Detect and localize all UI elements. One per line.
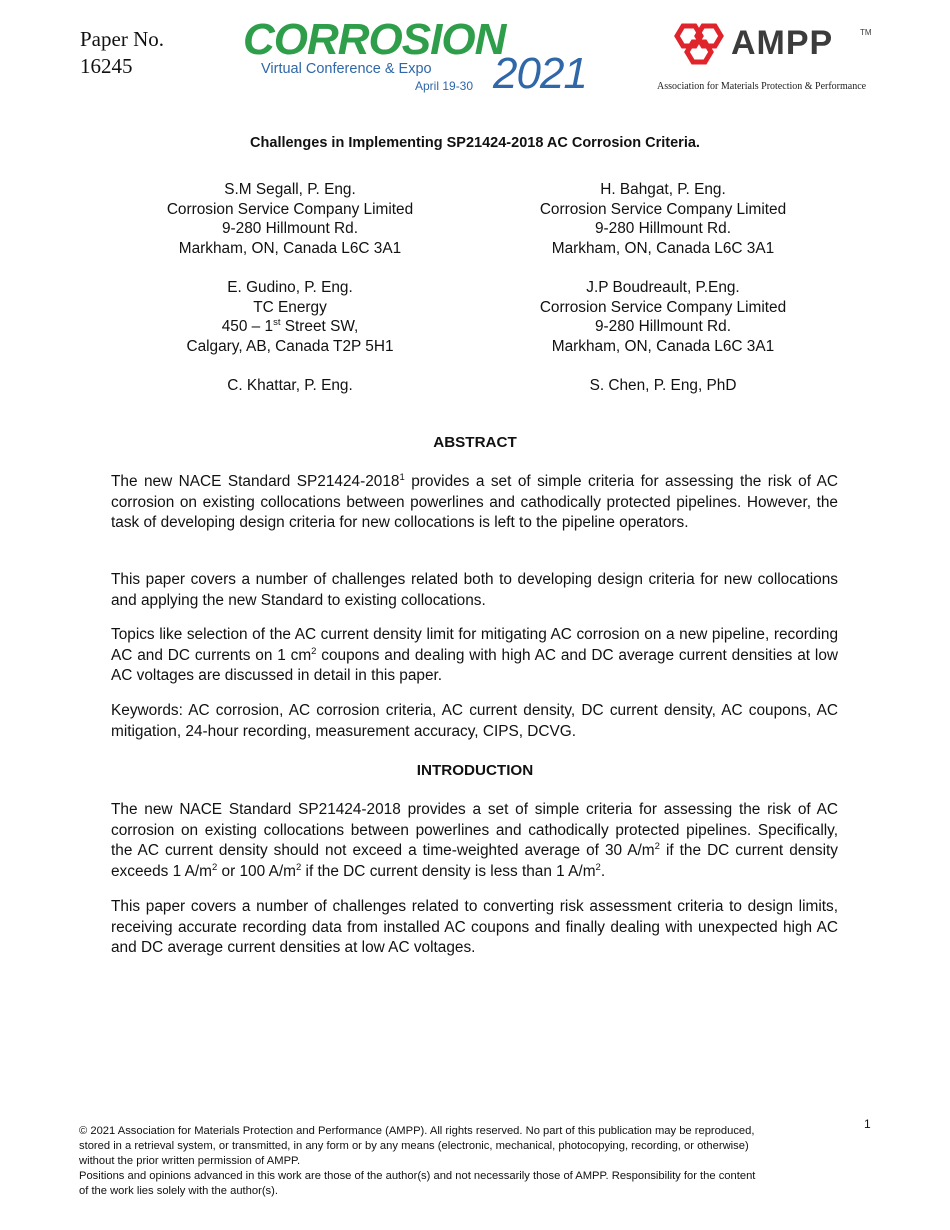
author-gudino [125,278,455,356]
corrosion-logo-word: CORROSION [243,15,506,64]
author-bahgat [498,180,828,258]
author-affiliation: Corrosion Service Company Limited [166,200,414,218]
abstract-keywords: Keywords: AC corrosion, AC corrosion criteria, AC current density, DC current density, AC coupons, AC mitigation, 24-hour recording, measurement accuracy, CIPS, DCVG. [111,702,838,740]
ampp-logo [655,20,895,96]
paper-title: Challenges in Implementing SP21424-2018 AC Corrosion Criteria. [250,135,700,151]
footer-line: stored in a retrieval system, or transmitted, in any form or by any means (electronic, mechanical, photocopying, recording, or otherwise) [79,1140,749,1152]
author-affiliation: TC Energy [253,298,327,316]
introduction-paragraph-1: The new NACE Standard SP21424-2018 provides a set of simple criteria for assessing the risk of AC corrosion on existing collocations between powerlines and cathodically protected pipelines. Specifically, the AC current density should not exceed a time-weighted average of 30 $A/m^2$ if the DC current density exceeds 1 $A/m^2$ or 100 $A/m^2$ if the DC current density is less than 1 $A/m^2$. [111,801,838,881]
author-street: 450 – 1st Street SW, [221,317,359,336]
author-street: 9-280 Hillmount Rd. [594,318,731,336]
copyright-footer [79,1124,859,1199]
author-segall [125,180,455,258]
footer-line: of the work lies solely with the author(s). [79,1185,278,1197]
author-city: Calgary, AB, Canada T2P 5H1 [186,337,394,355]
introduction-paragraph-2: This paper covers a number of challenges related to converting risk assessment criteria to design limits, receiving accurate recording data from installed AC coupons and finally dealing with unexpected high AC and DC average current densities at low AC voltages. [111,898,838,957]
author-affiliation: Corrosion Service Company Limited [539,298,787,316]
author-name: S.M Segall, P. Eng. [224,181,356,198]
corrosion-logo-dates: April 19-30 [415,79,474,93]
abstract-paragraph-3: Topics like selection of the AC current density limit for mitigating AC corrosion on a new pipeline, recording AC and DC currents on 1 $cm^2$ coupons and dealing with high AC and DC average current densities at low AC voltages are discussed in detail in this paper. [111,626,838,685]
author-chen [498,376,828,396]
author-name: E. Gudino, P. Eng. [227,279,353,296]
ampp-logo-trademark: TM [860,28,872,37]
author-name: C. Khattar, P. Eng. [227,377,353,394]
author-name: S. Chen, P. Eng, PhD [589,377,737,394]
author-khattar [125,376,455,396]
author-name: J.P Boudreault, P.Eng. [586,279,740,296]
author-city: Markham, ON, Canada L6C 3A1 [551,239,775,257]
corrosion-logo-subtitle: Virtual Conference & Expo [261,61,432,77]
author-street: 9-280 Hillmount Rd. [221,220,358,238]
footer-line: without the prior written permission of AMPP. [79,1155,301,1167]
author-boudreault [498,278,828,356]
ampp-logo-tagline: Association for Materials Protection & Performance [657,81,867,92]
ampp-logo-word: AMPP [731,24,834,62]
author-city: Markham, ON, Canada L6C 3A1 [178,239,402,257]
author-street: 9-280 Hillmount Rd. [594,220,731,238]
corrosion-2021-logo [243,17,603,97]
footer-line: Positions and opinions advanced in this work are those of the author(s) and not necessarily those of AMPP. Responsibility for the content [79,1170,756,1182]
page-number: 1 [864,1117,871,1131]
author-name: H. Bahgat, P. Eng. [600,181,726,198]
footer-line: © 2021 Association for Materials Protection and Performance (AMPP). All rights reserved. No part of this publication may be reproduced, [79,1125,755,1137]
author-city: Markham, ON, Canada L6C 3A1 [551,337,775,355]
ampp-mark-icon [669,22,729,66]
paper-number [80,26,164,80]
abstract-heading: ABSTRACT [433,434,517,451]
abstract-paragraph-2: This paper covers a number of challenges related both to developing design criteria for new collocations and applying the new Standard to existing collocations. [111,571,838,609]
author-affiliation: Corrosion Service Company Limited [539,200,787,218]
corrosion-logo-year: 2021 [493,49,587,98]
paper-number-label: Paper No. [80,27,164,51]
paper-number-value: 16245 [80,54,133,78]
abstract-paragraph-1: The new NACE Standard SP21424-2018$^1$ provides a set of simple criteria for assessing the risk of AC corrosion on existing collocations between powerlines and cathodically protected pipelines. However, the task of developing design criteria for new collocations is left to the pipeline operators. [111,472,838,532]
introduction-heading: INTRODUCTION [416,762,534,779]
